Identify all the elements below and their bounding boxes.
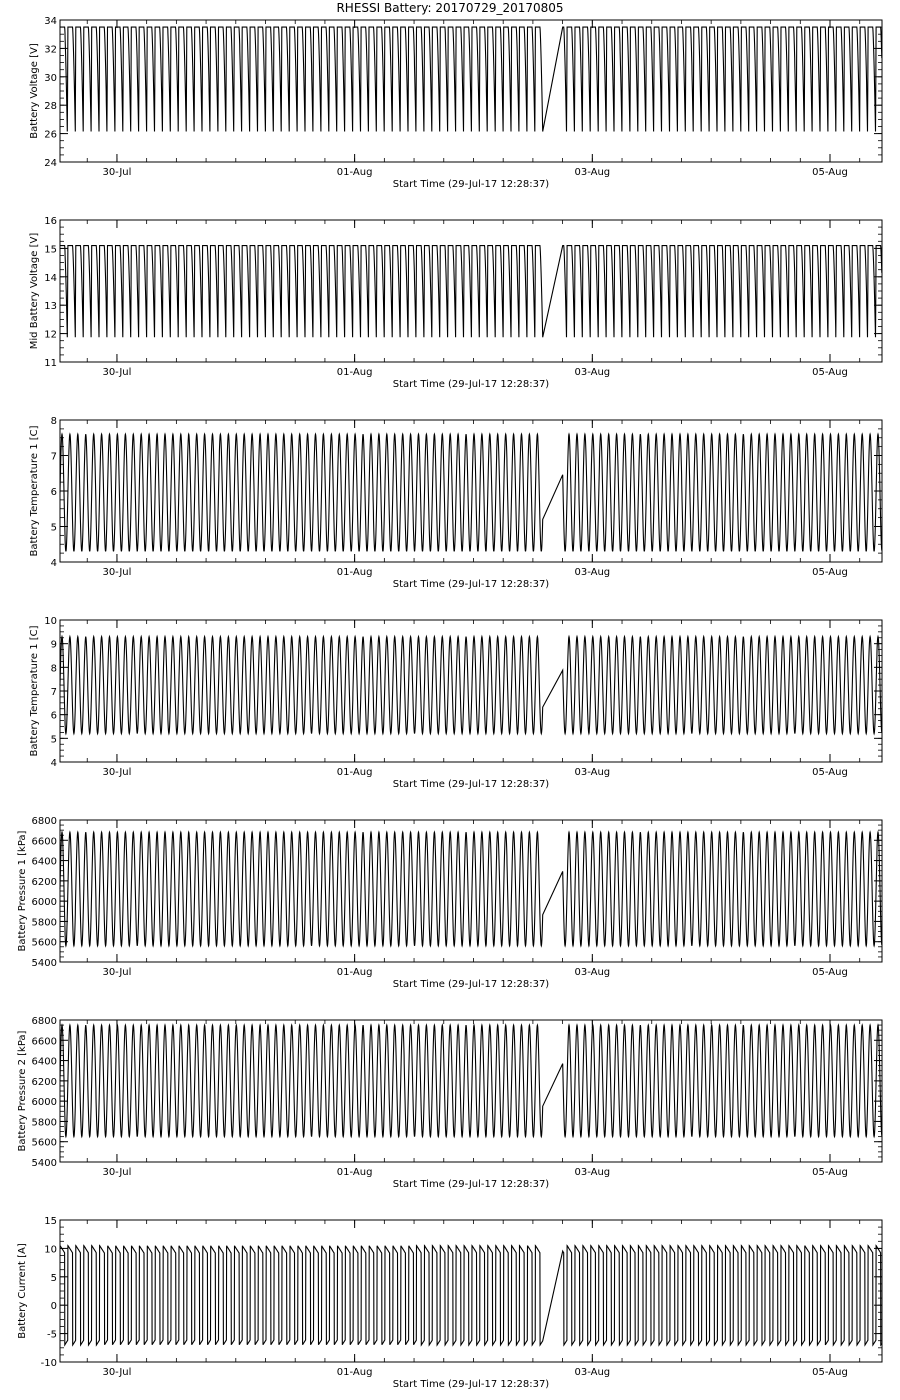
y-tick-label: 34 — [44, 16, 57, 27]
y-tick-label: 6000 — [31, 897, 57, 909]
x-tick-label: 01-Aug — [336, 167, 373, 178]
y-tick-label: 6600 — [31, 836, 57, 848]
x-tick-label: 01-Aug — [336, 1167, 373, 1178]
x-tick-label: 30-Jul — [102, 1167, 132, 1178]
data-series-line — [60, 1025, 882, 1137]
x-tick-label: 03-Aug — [574, 967, 611, 978]
y-tick-label: 15 — [44, 1216, 57, 1227]
y-tick-label: 6800 — [31, 1016, 57, 1027]
y-axis-label: Battery Temperature 1 [C] — [29, 425, 40, 557]
x-tick-label: 30-Jul — [102, 767, 132, 778]
y-tick-label: 6 — [50, 710, 57, 722]
x-tick-label: 05-Aug — [812, 567, 848, 578]
figure-title: RHESSI Battery: 20170729_20170805 — [336, 1, 564, 15]
y-tick-label: 6400 — [31, 1056, 57, 1068]
chart-panel-5 — [17, 816, 882, 990]
y-tick-label: -5 — [47, 1329, 57, 1341]
x-axis-label: Start Time (29-Jul-17 12:28:37) — [392, 779, 550, 790]
y-axis-label: Battery Voltage [V] — [29, 43, 40, 139]
y-tick-label: 9 — [50, 639, 57, 651]
x-tick-label: 01-Aug — [336, 1367, 373, 1378]
y-tick-label: 5 — [50, 734, 57, 746]
x-axis-label: Start Time (29-Jul-17 12:28:37) — [392, 579, 550, 590]
x-axis-label: Start Time (29-Jul-17 12:28:37) — [392, 179, 550, 190]
data-series-line — [60, 1246, 882, 1345]
x-tick-label: 05-Aug — [812, 167, 848, 178]
x-tick-label: 03-Aug — [574, 567, 611, 578]
y-axis-label: Battery Temperature 1 [C] — [29, 625, 40, 757]
chart-panel-6 — [17, 1016, 882, 1190]
y-axis-label: Battery Current [A] — [17, 1243, 28, 1339]
y-tick-label: 14 — [44, 272, 57, 284]
x-tick-label: 30-Jul — [102, 967, 132, 978]
y-tick-label: 24 — [44, 158, 57, 169]
y-tick-label: 6800 — [31, 816, 57, 827]
y-tick-label: 4 — [50, 558, 57, 569]
plot-frame — [60, 220, 882, 362]
y-tick-label: 16 — [44, 216, 57, 227]
data-series-line — [60, 246, 882, 338]
y-tick-label: 5600 — [31, 1137, 57, 1149]
data-series-line — [60, 27, 882, 131]
y-tick-label: 5400 — [31, 958, 57, 969]
y-tick-label: 4 — [50, 758, 57, 769]
y-tick-label: 26 — [44, 129, 57, 141]
x-tick-label: 01-Aug — [336, 967, 373, 978]
x-axis-label: Start Time (29-Jul-17 12:28:37) — [392, 1379, 550, 1390]
y-tick-label: 5400 — [31, 1158, 57, 1169]
y-tick-label: 30 — [44, 72, 57, 84]
y-tick-label: 10 — [44, 1244, 57, 1256]
x-tick-label: 05-Aug — [812, 967, 848, 978]
y-tick-label: 15 — [44, 244, 57, 256]
x-tick-label: 30-Jul — [102, 367, 132, 378]
x-tick-label: 03-Aug — [574, 167, 611, 178]
x-tick-label: 05-Aug — [812, 367, 848, 378]
x-tick-label: 01-Aug — [336, 567, 373, 578]
x-axis-label: Start Time (29-Jul-17 12:28:37) — [392, 1179, 550, 1190]
chart-panel-7 — [17, 1216, 882, 1390]
data-series-line — [60, 434, 882, 551]
y-tick-label: 28 — [44, 101, 57, 113]
y-tick-label: 5600 — [31, 937, 57, 949]
y-tick-label: 10 — [44, 616, 57, 627]
x-tick-label: 03-Aug — [574, 367, 611, 378]
x-tick-label: 30-Jul — [102, 167, 132, 178]
y-tick-label: 6 — [50, 487, 57, 498]
x-tick-label: 05-Aug — [812, 767, 848, 778]
x-tick-label: 03-Aug — [574, 1367, 611, 1378]
y-tick-label: 5 — [50, 1272, 57, 1284]
x-tick-label: 01-Aug — [336, 367, 373, 378]
y-tick-label: 6200 — [31, 1076, 57, 1088]
chart-panel-1 — [29, 16, 882, 190]
y-tick-label: 5800 — [31, 917, 57, 929]
x-tick-label: 30-Jul — [102, 1367, 132, 1378]
y-tick-label: -10 — [40, 1358, 57, 1369]
y-tick-label: 32 — [44, 44, 57, 56]
y-tick-label: 8 — [50, 416, 57, 427]
y-tick-label: 5800 — [31, 1117, 57, 1129]
y-tick-label: 6400 — [31, 856, 57, 868]
data-series-line — [60, 637, 882, 734]
x-tick-label: 05-Aug — [812, 1167, 848, 1178]
x-tick-label: 01-Aug — [336, 767, 373, 778]
y-tick-label: 8 — [50, 663, 57, 675]
x-tick-label: 30-Jul — [102, 567, 132, 578]
x-tick-label: 03-Aug — [574, 767, 611, 778]
y-tick-label: 7 — [50, 687, 57, 698]
y-tick-label: 6200 — [31, 876, 57, 888]
y-axis-label: Mid Battery Voltage [V] — [29, 232, 40, 350]
chart-panel-3 — [29, 416, 882, 590]
y-tick-label: 13 — [44, 301, 57, 313]
data-series-line — [60, 832, 882, 946]
x-axis-label: Start Time (29-Jul-17 12:28:37) — [392, 979, 550, 990]
y-tick-label: 7 — [50, 451, 57, 463]
chart-panel-2 — [29, 216, 882, 390]
y-tick-label: 6000 — [31, 1097, 57, 1109]
x-axis-label: Start Time (29-Jul-17 12:28:37) — [392, 379, 550, 390]
y-tick-label: 11 — [44, 358, 57, 369]
x-tick-label: 03-Aug — [574, 1167, 611, 1178]
y-axis-label: Battery Pressure 1 [kPa] — [17, 830, 28, 952]
y-tick-label: 0 — [50, 1301, 57, 1313]
y-tick-label: 12 — [44, 329, 57, 341]
y-tick-label: 5 — [50, 522, 57, 534]
x-tick-label: 05-Aug — [812, 1367, 848, 1378]
y-axis-label: Battery Pressure 2 [kPa] — [17, 1030, 28, 1152]
y-tick-label: 6600 — [31, 1036, 57, 1048]
chart-panel-4 — [29, 616, 882, 790]
